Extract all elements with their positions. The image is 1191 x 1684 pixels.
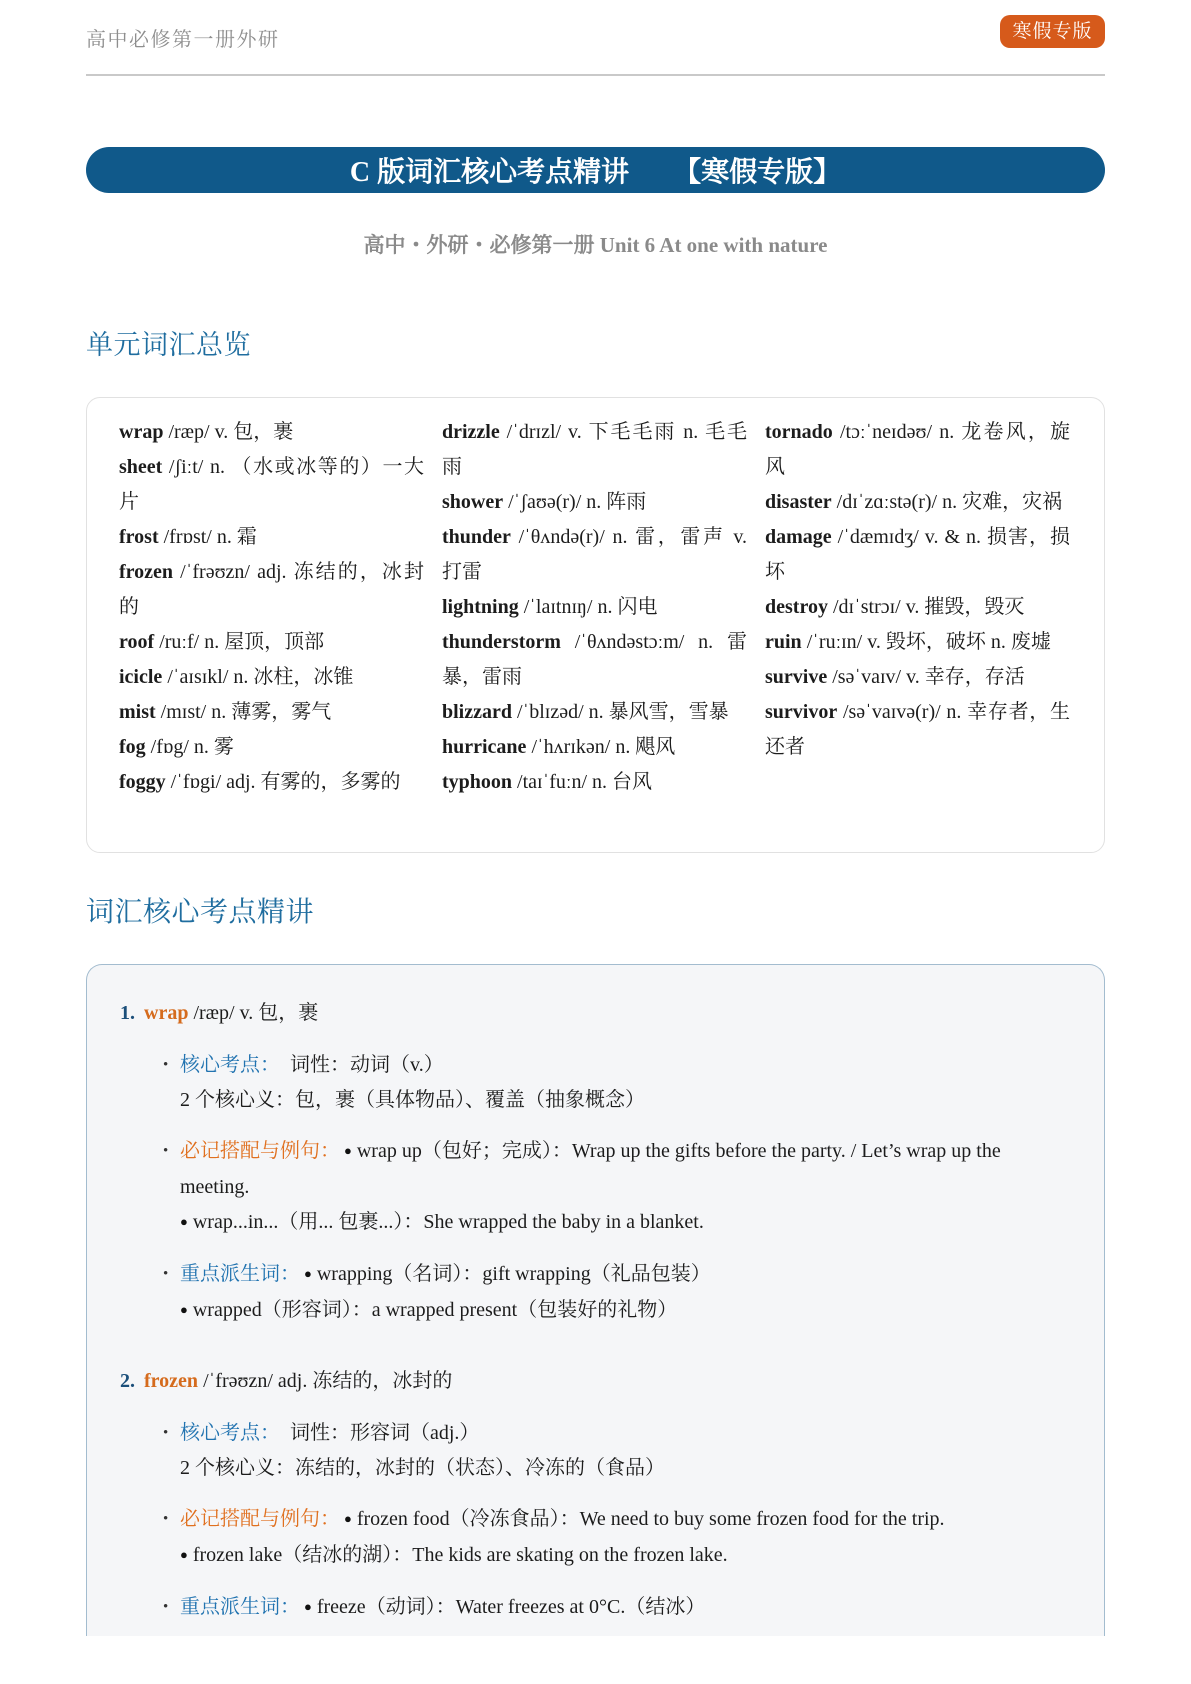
vocab-phonetic: /səˈvaɪvə(r)/ [842, 701, 941, 723]
vocab-word: foggy [119, 771, 166, 793]
vocab-word: lightning [442, 596, 519, 618]
vocab-word: drizzle [442, 421, 500, 443]
vocab-definition: n. 暴风雪，雪暴 [588, 701, 729, 723]
point-list [120, 1048, 1069, 1329]
vocab-definition: v. 幸存，存活 [906, 666, 1025, 688]
vocab-entry [119, 660, 424, 695]
collocations-bullet [180, 1502, 1069, 1574]
vocab-entry [119, 450, 424, 520]
vocab-word: blizzard [442, 701, 512, 723]
vocab-entry [442, 520, 747, 590]
core-points-bullet [180, 1048, 1069, 1118]
vocab-word: sheet [119, 456, 163, 478]
core-points-label: 核心考点： [180, 1054, 280, 1076]
vocab-phonetic: /ruːf/ [159, 631, 200, 653]
item-word: frozen [144, 1370, 199, 1392]
vocab-word: disaster [765, 491, 832, 513]
vocab-word: destroy [765, 596, 828, 618]
vocab-entry [119, 765, 424, 800]
vocab-word: hurricane [442, 736, 527, 758]
vocab-entry [442, 485, 747, 520]
vocab-entry [765, 590, 1070, 625]
item-number: 1. [120, 1002, 135, 1024]
collocation-entry: ● frozen lake（结冰的湖）：The kids are skating on the frozen lake. [180, 1538, 1069, 1574]
vocab-word: damage [765, 526, 832, 548]
vocab-phonetic: /dɪˈstrɔɪ/ [832, 596, 901, 618]
detail-item-header [120, 1364, 1069, 1399]
vocab-entry [442, 415, 747, 485]
vocab-phonetic: /ˈruːɪn/ [806, 631, 863, 653]
item-number: 2. [120, 1370, 135, 1392]
detail-item-header [120, 996, 1069, 1031]
vocab-word: tornado [765, 421, 833, 443]
vocab-phonetic: /taɪˈfuːn/ [517, 771, 588, 793]
vocab-phonetic: /ˈdæmɪdʒ/ [837, 526, 919, 548]
vocab-phonetic: /dɪˈzɑːstə(r)/ [836, 491, 938, 513]
derivative-entry: ● wrapped（形容词）：a wrapped present（包装好的礼物） [180, 1293, 1069, 1329]
vocab-entry [442, 730, 747, 765]
vocab-word: survivor [765, 701, 838, 723]
vocab-entry [442, 625, 747, 695]
vocab-phonetic: /ˈθʌndəstɔːm/ [574, 631, 685, 653]
vocab-word: ruin [765, 631, 802, 653]
vocab-definition: n. 霜 [216, 526, 257, 548]
vocab-entry [765, 625, 1070, 660]
vocab-entry [119, 555, 424, 625]
vocab-phonetic: /tɔːˈneɪdəʊ/ [839, 421, 933, 443]
vocab-phonetic: /fɒg/ [150, 736, 189, 758]
item-phonetic: /ræp/ [193, 1002, 235, 1024]
vocab-entry [119, 695, 424, 730]
vocab-definition: adj. 冻结的，冰封的 [119, 561, 425, 618]
vocab-word: survive [765, 666, 828, 688]
vocab-entry [119, 625, 424, 660]
vocab-definition: n. （水或冰等的）一大片 [119, 456, 425, 513]
vocab-overview-box [86, 397, 1105, 853]
vocab-phonetic: /frɒst/ [163, 526, 212, 548]
vocab-definition: n. 雾 [193, 736, 234, 758]
vocab-entry [442, 765, 747, 800]
vocab-definition: n. 雷，雷声 v. 打雷 [442, 526, 748, 583]
banner-tag: 【寒假专版】 [673, 157, 842, 188]
vocab-phonetic: /ˈfrəʊzn/ [180, 561, 250, 583]
vocab-phonetic: /ˈhʌrɪkən/ [531, 736, 611, 758]
vocab-definition: v. 下毛毛雨 n. 毛毛雨 [442, 421, 748, 478]
vocab-definition: n. 薄雾，雾气 [211, 701, 332, 723]
page-subtitle: 高中・外研・必修第一册 Unit 6 At one with nature [363, 233, 828, 257]
vocab-word: shower [442, 491, 504, 513]
vocab-columns [119, 415, 1070, 800]
core-points-bullet [180, 1416, 1069, 1486]
point-list [120, 1416, 1069, 1626]
vocab-phonetic: /ˈlaɪtnɪŋ/ [523, 596, 593, 618]
vocab-phonetic: /ˈaɪsɪkl/ [167, 666, 229, 688]
vocab-word: thunderstorm [442, 631, 561, 653]
title-banner [86, 147, 1105, 193]
core-point-line: 词性：动词（v.） [290, 1054, 444, 1076]
item-definition: adj. 冻结的，冰封的 [277, 1370, 453, 1392]
vocab-definition: n. 飓风 [615, 736, 676, 758]
core-points-label: 核心考点： [180, 1422, 280, 1444]
vocab-word: wrap [119, 421, 164, 443]
vocab-entry [442, 695, 747, 730]
vocab-entry [442, 590, 747, 625]
vocab-definition: n. 幸存者，生还者 [765, 701, 1071, 758]
vocab-phonetic: /ˈfɒgi/ [170, 771, 222, 793]
vocab-entry [119, 415, 424, 450]
vocab-definition: n. 冰柱，冰锥 [233, 666, 354, 688]
vocab-definition: n. 闪电 [597, 596, 658, 618]
item-phonetic: /ˈfrəʊzn/ [203, 1370, 273, 1392]
core-point-line: 2 个核心义：包，裹（具体物品）、覆盖（抽象概念） [180, 1089, 645, 1111]
vocab-phonetic: /mɪst/ [160, 701, 207, 723]
vocab-word: fog [119, 736, 146, 758]
section-heading-details: 词汇核心考点精讲 [86, 897, 315, 928]
collocations-label: 必记搭配与例句： [180, 1140, 340, 1162]
vocab-entry [765, 485, 1070, 520]
item-word: wrap [144, 1002, 189, 1024]
vocab-definition: n. 屋顶，顶部 [204, 631, 325, 653]
vocab-entry [765, 660, 1070, 695]
vocab-definition: v. 毁坏，破坏 n. 废墟 [867, 631, 1051, 653]
vocab-entry [119, 730, 424, 765]
vocab-definition: n. 雷暴，雷雨 [442, 631, 748, 688]
vocab-definition: n. 龙卷风，旋风 [765, 421, 1071, 478]
vocab-entry [765, 695, 1070, 765]
collocations-bullet [180, 1134, 1069, 1241]
vocab-phonetic: /ˈʃaʊə(r)/ [508, 491, 582, 513]
derivatives-label: 重点派生词： [180, 1596, 300, 1618]
core-point-line: 2 个核心义：冻结的，冰封的（状态）、冷冻的（食品） [180, 1457, 665, 1479]
collocation-entry: ● wrap up（包好；完成）：Wrap up the gifts before the party. / Let’s wrap up the meeting. [180, 1140, 1001, 1198]
vocab-word: thunder [442, 526, 511, 548]
vocab-word: mist [119, 701, 156, 723]
derivatives-label: 重点派生词： [180, 1263, 300, 1285]
vocab-word: icicle [119, 666, 163, 688]
collocation-entry: ● frozen food（冷冻食品）：We need to buy some frozen food for the trip. [344, 1508, 945, 1530]
vocab-entry [765, 520, 1070, 590]
vocab-definition: n. 灾难，灾祸 [942, 491, 1063, 513]
detail-item [120, 996, 1069, 1329]
vocab-definition: n. 阵雨 [586, 491, 647, 513]
derivative-entry: ● freeze（动词）：Water freezes at 0°C.（结冰） [304, 1596, 705, 1618]
collocations-label: 必记搭配与例句： [180, 1508, 340, 1530]
derivative-entry: ● wrapping（名词）：gift wrapping（礼品包装） [304, 1263, 711, 1285]
vocab-phonetic: /səˈvaɪv/ [832, 666, 902, 688]
header-divider [86, 74, 1105, 76]
details-box [86, 964, 1105, 1636]
vocab-definition: v. & n. 损害，损坏 [765, 526, 1071, 583]
vocab-word: typhoon [442, 771, 513, 793]
header-title: 高中必修第一册外研 [86, 29, 280, 51]
vocab-word: roof [119, 631, 155, 653]
vocab-phonetic: /ˈdrɪzl/ [506, 421, 562, 443]
derivatives-bullet [180, 1590, 1069, 1626]
vocab-phonetic: /ˈblɪzəd/ [517, 701, 584, 723]
core-point-line: 词性：形容词（adj.） [290, 1422, 480, 1444]
vocab-word: frost [119, 526, 159, 548]
vocab-entry [765, 415, 1070, 485]
winter-edition-badge: 寒假专版 [1000, 15, 1105, 48]
banner-title: C 版词汇核心考点精讲 [349, 157, 630, 188]
vocab-entry [119, 520, 424, 555]
detail-item [120, 1364, 1069, 1626]
vocab-phonetic: /ræp/ [168, 421, 210, 443]
vocab-phonetic: /ʃiːt/ [168, 456, 204, 478]
item-definition: v. 包，裹 [239, 1002, 319, 1024]
vocab-definition: v. 摧毁，毁灭 [905, 596, 1025, 618]
vocab-word: frozen [119, 561, 174, 583]
derivatives-bullet [180, 1257, 1069, 1329]
vocab-definition: v. 包，裹 [214, 421, 294, 443]
section-heading-overview: 单元词汇总览 [86, 330, 251, 360]
collocation-entry: ● wrap...in...（用... 包裹...）：She wrapped the baby in a blanket. [180, 1205, 1069, 1241]
vocab-definition: adj. 有雾的，多雾的 [226, 771, 401, 793]
vocab-phonetic: /ˈθʌndə(r)/ [518, 526, 605, 548]
vocab-definition: n. 台风 [592, 771, 653, 793]
